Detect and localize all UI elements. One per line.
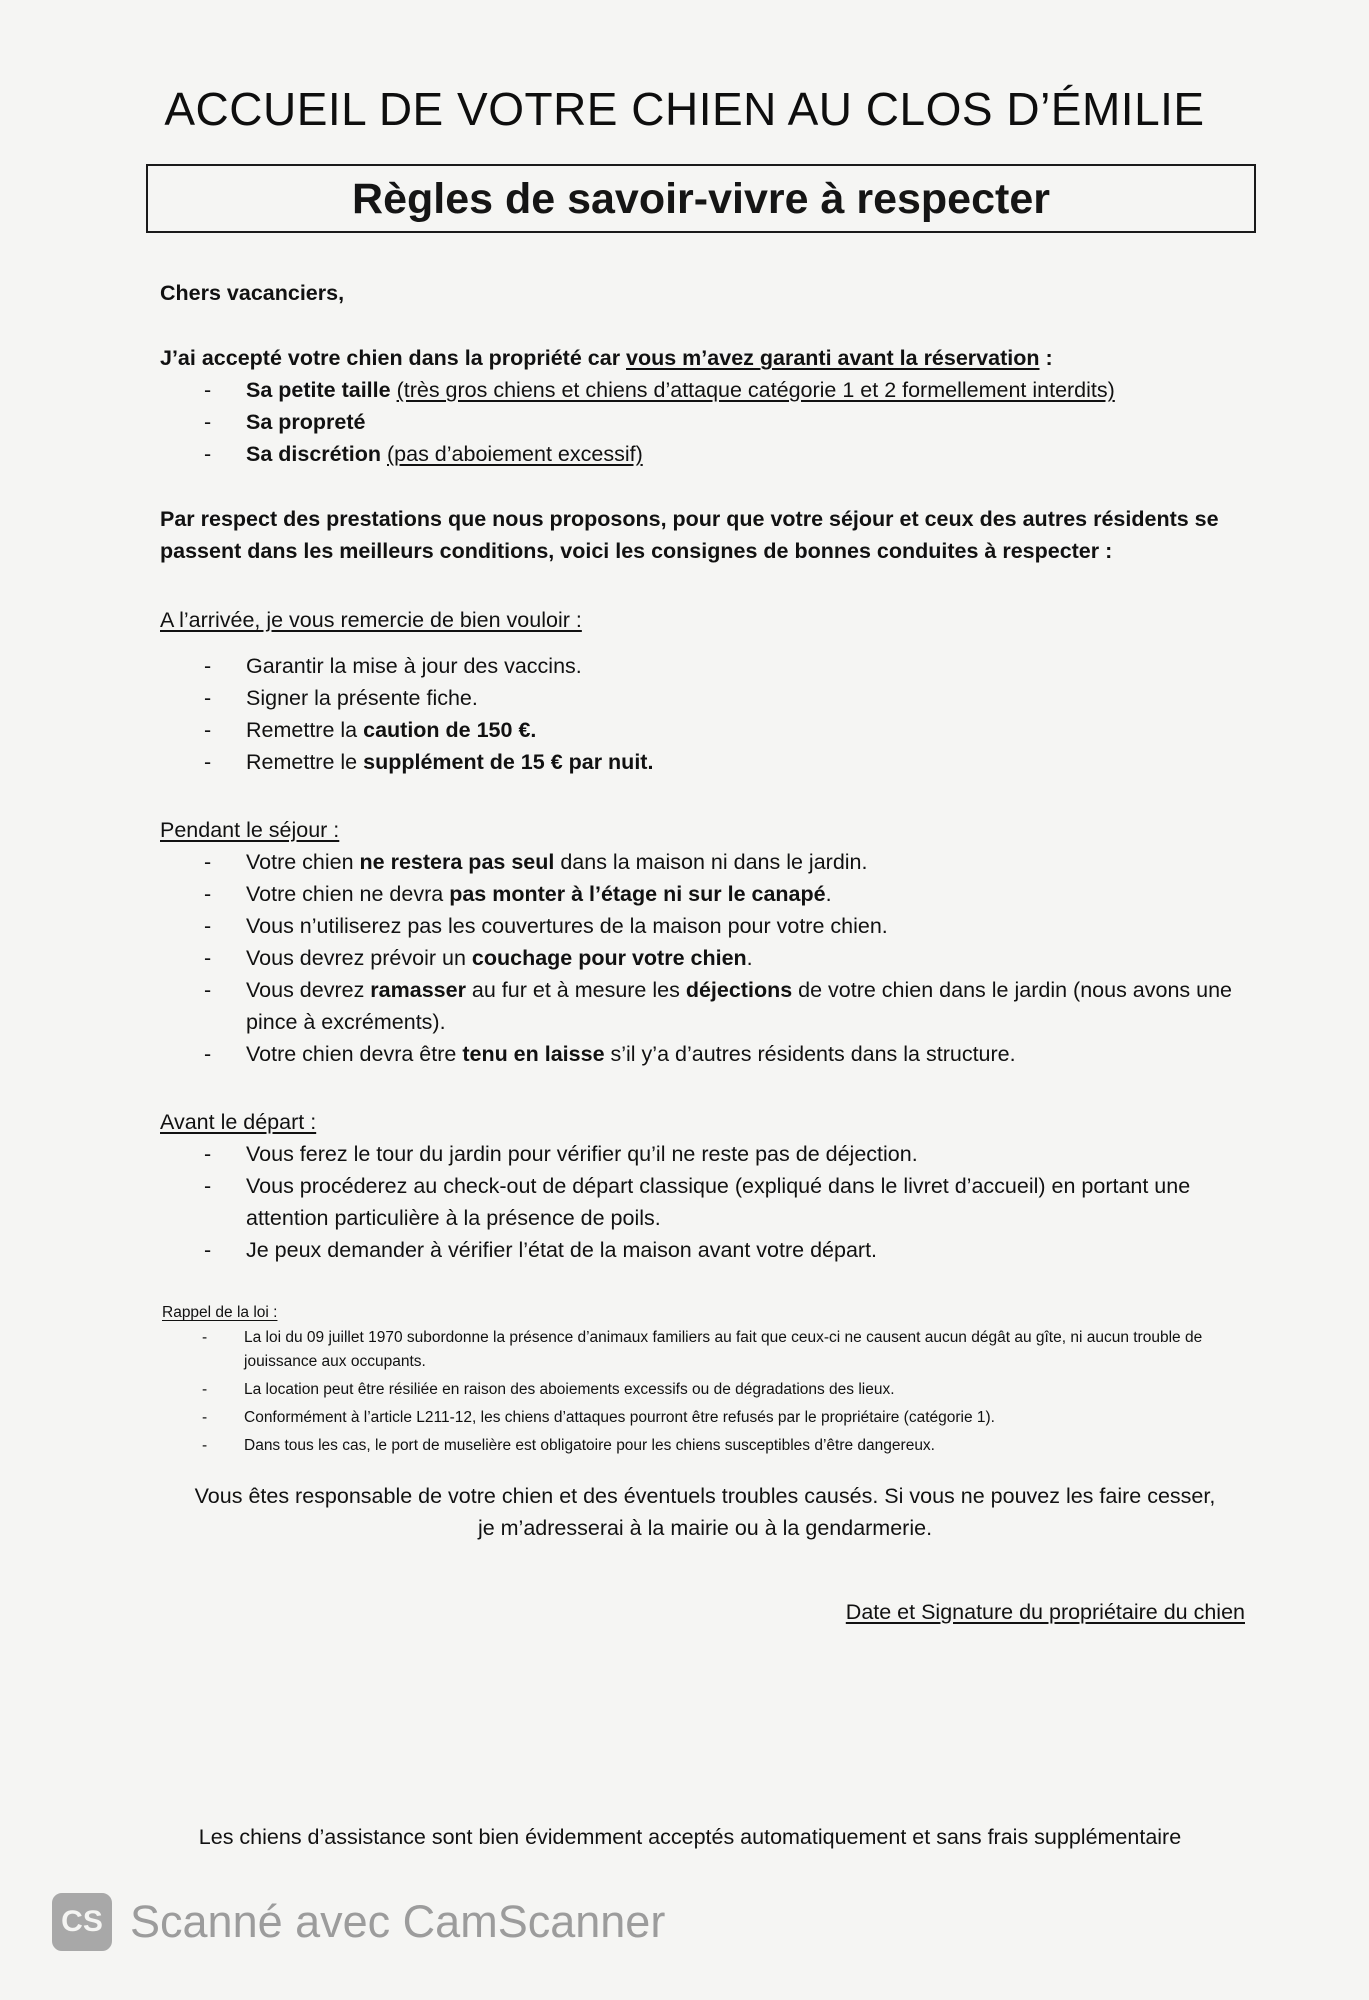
responsibility-paragraph: Vous êtes responsable de votre chien et des éventuels troubles causés. Si vous ne pouvez les faire cesser, je m’adresserai à la mairie ou à la gendarmerie. bbox=[194, 1484, 1216, 1540]
list-item: - Conformément à l’article L211-12, les chiens d’attaques pourront être refusés par le propriétaire (catégorie 1). bbox=[202, 1406, 1262, 1430]
arrival-heading: A l’arrivée, je vous remercie de bien vouloir : bbox=[160, 608, 582, 632]
list-item: - Vous n’utiliserez pas les couvertures de la maison pour votre chien. bbox=[204, 910, 1260, 942]
list-item: - La loi du 09 juillet 1970 subordonne la présence d’animaux familiers au fait que ceux-ci ne causent aucun dégât au gîte, ni aucun trouble de jouissance aux occupants. bbox=[202, 1326, 1262, 1374]
list-item: - Garantir la mise à jour des vaccins. bbox=[204, 650, 1260, 682]
law-heading: Rappel de la loi : bbox=[162, 1304, 278, 1321]
list-item: - La location peut être résiliée en raison des aboiements excessifs ou de dégradations des lieux. bbox=[202, 1378, 1262, 1402]
list-item: - Remettre la caution de 150 €. bbox=[204, 714, 1260, 746]
respect-paragraph: Par respect des prestations que nous proposons, pour que votre séjour et ceux des autres résidents se passent dans les meilleurs conditions, voici les consignes de bonnes conduites à respecter : bbox=[160, 507, 1219, 563]
camscanner-watermark bbox=[52, 1892, 665, 1952]
list-item: - Votre chien devra être tenu en laisse s’il y’a d’autres résidents dans la structure. bbox=[204, 1038, 1260, 1070]
list-item: - Sa petite taille (très gros chiens et chiens d’attaque catégorie 1 et 2 formellement interdits) bbox=[204, 374, 1260, 406]
list-item: - Sa propreté bbox=[204, 406, 1260, 438]
greeting: Chers vacanciers, bbox=[160, 281, 345, 305]
list-item: - Votre chien ne restera pas seul dans la maison ni dans le jardin. bbox=[204, 846, 1260, 878]
list-item: - Je peux demander à vérifier l’état de la maison avant votre départ. bbox=[204, 1234, 1260, 1266]
departure-section bbox=[160, 1106, 1260, 1266]
list-item: - Votre chien ne devra pas monter à l’étage ni sur le canapé. bbox=[204, 878, 1260, 910]
acceptance-intro: J’ai accepté votre chien dans la propriété car vous m’avez garanti avant la réservation : bbox=[160, 346, 1053, 370]
page-title: ACCUEIL DE VOTRE CHIEN AU CLOS D’ÉMILIE bbox=[164, 83, 1205, 135]
camscanner-logo-icon: CS bbox=[52, 1893, 112, 1951]
law-section bbox=[162, 1300, 1262, 1462]
list-item: - Dans tous les cas, le port de muselière est obligatoire pour les chiens susceptibles d’être dangereux. bbox=[202, 1434, 1262, 1458]
list-item: - Signer la présente fiche. bbox=[204, 682, 1260, 714]
acceptance-section bbox=[160, 342, 1260, 470]
assistance-note: Les chiens d’assistance sont bien évidemment acceptés automatiquement et sans frais supplémentaire bbox=[198, 1825, 1182, 1849]
subtitle-box: Règles de savoir-vivre à respecter bbox=[146, 164, 1256, 233]
arrival-list bbox=[204, 650, 1260, 778]
list-item: - Vous devrez ramasser au fur et à mesure les déjections de votre chien dans le jardin (nous avons une pince à excréments). bbox=[204, 974, 1260, 1038]
departure-heading: Avant le départ : bbox=[160, 1110, 317, 1134]
arrival-section bbox=[160, 604, 1260, 778]
stay-section bbox=[160, 814, 1260, 1070]
list-item: - Vous ferez le tour du jardin pour vérifier qu’il ne reste pas de déjection. bbox=[204, 1138, 1260, 1170]
acceptance-list bbox=[204, 374, 1260, 470]
camscanner-text: Scanné avec CamScanner bbox=[130, 1896, 666, 1947]
list-item: - Vous procéderez au check-out de départ classique (expliqué dans le livret d’accueil) en portant une attention particulière à la présence de poils. bbox=[204, 1170, 1260, 1234]
list-item: - Remettre le supplément de 15 € par nuit. bbox=[204, 746, 1260, 778]
list-item: - Sa discrétion (pas d’aboiement excessif) bbox=[204, 438, 1260, 470]
signature-line: Date et Signature du propriétaire du chien bbox=[845, 1600, 1245, 1624]
departure-list bbox=[204, 1138, 1260, 1266]
stay-list bbox=[204, 846, 1260, 1070]
stay-heading: Pendant le séjour : bbox=[160, 818, 340, 842]
law-list bbox=[202, 1326, 1262, 1458]
list-item: - Vous devrez prévoir un couchage pour votre chien. bbox=[204, 942, 1260, 974]
